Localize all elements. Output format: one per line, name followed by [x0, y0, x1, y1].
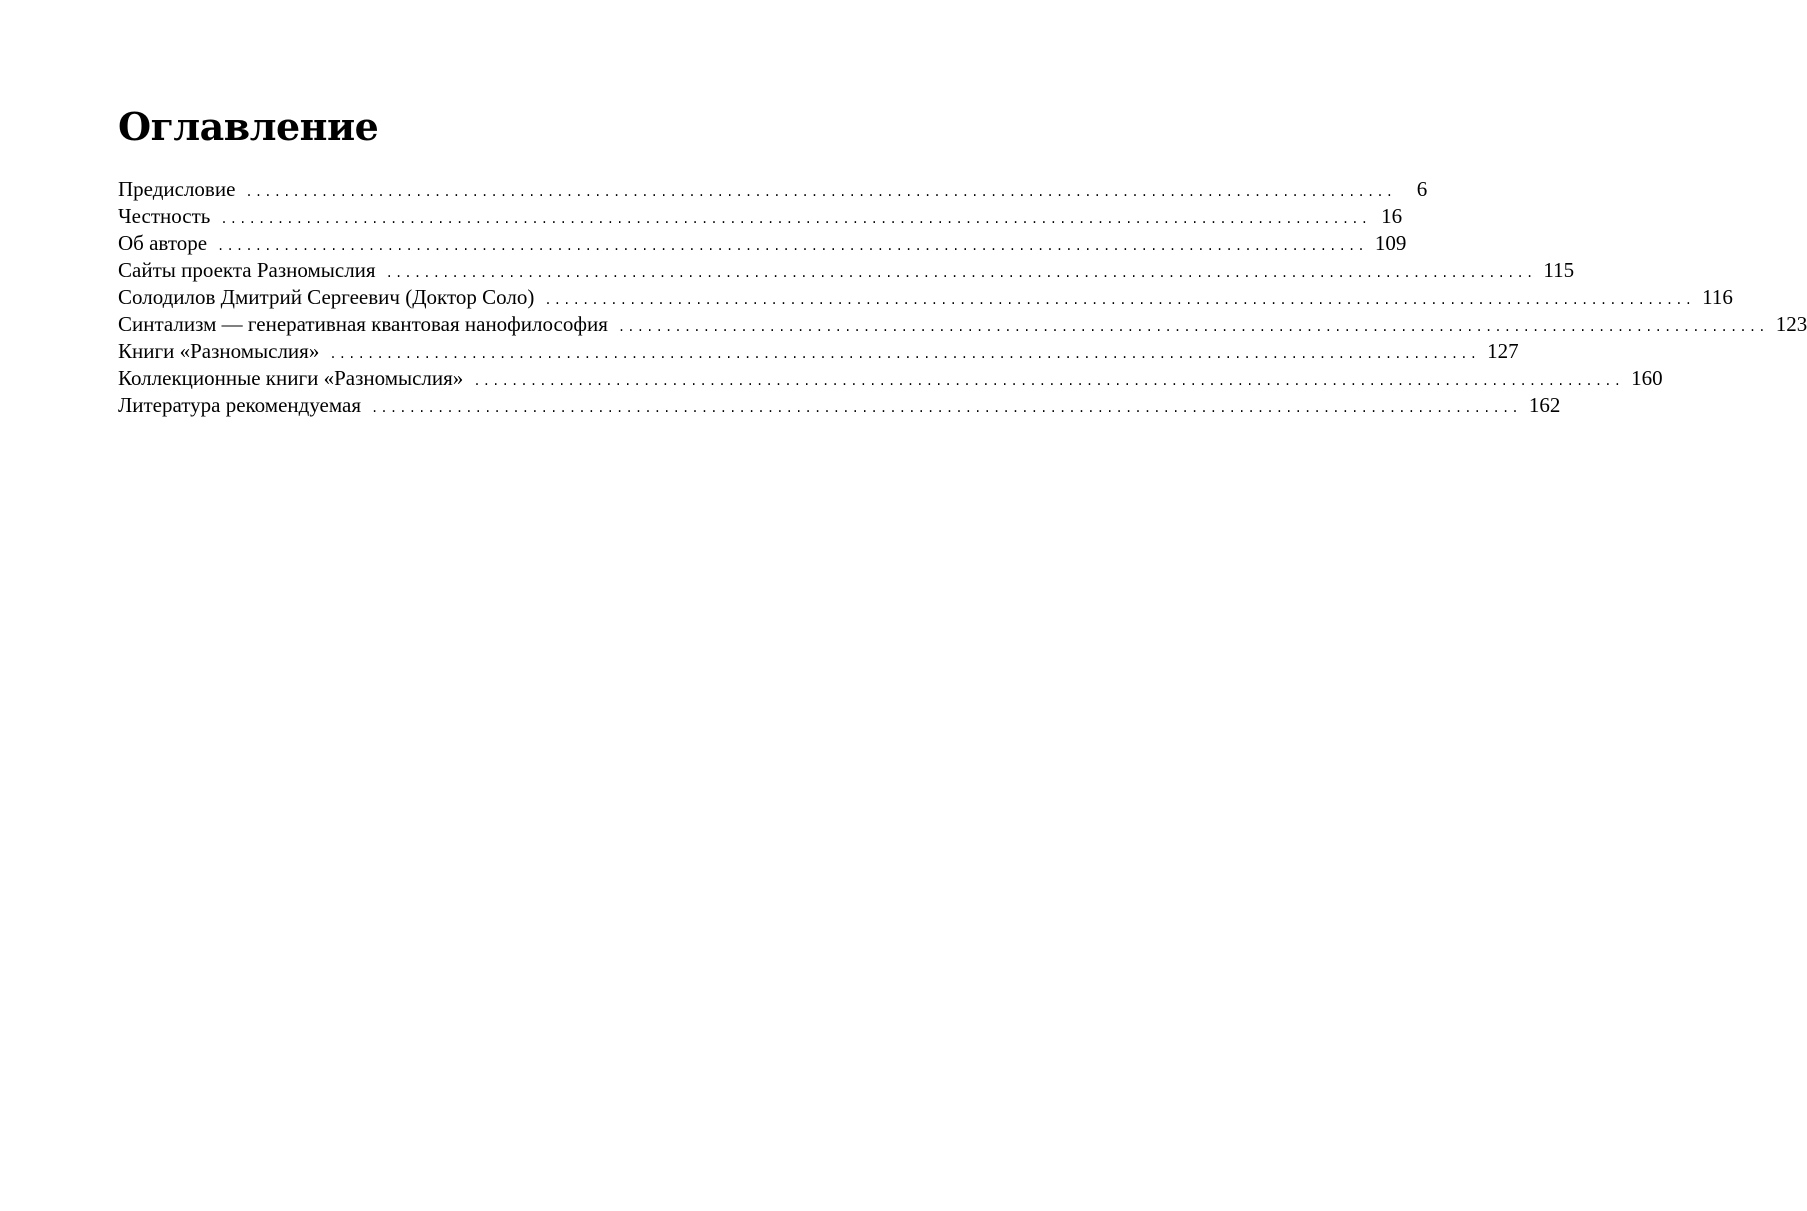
toc-page-number: 116 — [1702, 285, 1733, 309]
toc-entry[interactable] — [118, 257, 1575, 284]
toc-page — [118, 100, 1807, 419]
toc-entry-title: Синтализм — генеративная квантовая нанофилософия — [118, 312, 608, 336]
toc-entry[interactable] — [118, 311, 1807, 338]
toc-page-number: 109 — [1374, 231, 1407, 255]
toc-entry-title: Литература рекомендуемая — [118, 393, 361, 417]
toc-entry[interactable] — [118, 338, 1519, 365]
toc-entry[interactable] — [118, 284, 1733, 311]
toc-entry-title: Книги «Разномыслия» — [118, 339, 320, 363]
dot-leader: .......................................................................................................................... — [617, 320, 1768, 334]
toc-entry[interactable] — [118, 392, 1561, 419]
toc-entry-title: Об авторе — [118, 231, 208, 255]
toc-page-number: 160 — [1631, 366, 1663, 390]
dot-leader: .......................................................................................................................... — [220, 212, 1371, 226]
dot-leader: .......................................................................................................................... — [371, 401, 1521, 415]
toc-entry-title: Предисловие — [118, 177, 236, 201]
toc-entry-title: Сайты проекта Разномыслия — [118, 258, 376, 282]
toc-entry-title: Честность — [118, 204, 211, 228]
dot-leader: .......................................................................................................................... — [473, 374, 1624, 388]
toc-entry[interactable] — [118, 176, 1428, 203]
page-title: Оглавление — [118, 104, 379, 149]
toc-page-number: 162 — [1528, 393, 1561, 417]
dot-leader: .......................................................................................................................... — [217, 239, 1367, 253]
toc-entry-title: Коллекционные книги «Разномыслия» — [118, 366, 464, 390]
toc-page-number: 123 — [1775, 312, 1807, 336]
toc-entry-title: Солодилов Дмитрий Сергеевич (Доктор Соло) — [118, 285, 535, 309]
toc-entry[interactable] — [118, 203, 1403, 230]
toc-page-number: 115 — [1543, 258, 1575, 282]
dot-leader: .......................................................................................................................... — [385, 266, 1536, 280]
dot-leader: .......................................................................................................................... — [245, 185, 1396, 199]
dot-leader: .......................................................................................................................... — [329, 347, 1480, 361]
toc-page-number: 16 — [1381, 204, 1403, 228]
toc-page-number: 127 — [1487, 339, 1519, 363]
toc-entry[interactable] — [118, 230, 1407, 257]
toc-entry[interactable] — [118, 365, 1663, 392]
dot-leader: .......................................................................................................................... — [544, 293, 1695, 307]
toc-page-number: 6 — [1416, 177, 1428, 201]
toc-list — [118, 176, 1807, 419]
